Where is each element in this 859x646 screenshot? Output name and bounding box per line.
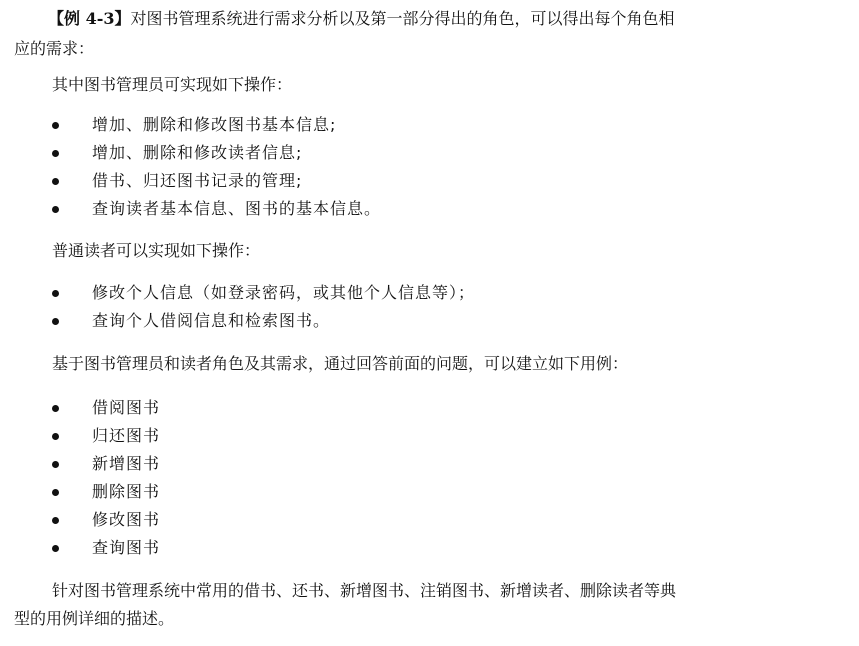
bullet-icon bbox=[52, 489, 59, 496]
list-item bbox=[0, 310, 859, 332]
list-item-text: 修改图书 bbox=[92, 510, 161, 529]
bullet-icon bbox=[52, 206, 59, 213]
list-item bbox=[0, 170, 859, 192]
list-item bbox=[0, 198, 859, 220]
list-item bbox=[0, 114, 859, 136]
list-item-text: 修改个人信息（如登录密码，或其他个人信息等）； bbox=[92, 283, 476, 302]
bullet-icon bbox=[52, 318, 59, 325]
list-item bbox=[0, 282, 859, 304]
bullet-icon bbox=[52, 545, 59, 552]
list-item-text: 查询图书 bbox=[92, 538, 161, 557]
list-item bbox=[0, 481, 859, 503]
librarian-heading: 其中图书管理员可实现如下操作： bbox=[52, 75, 293, 94]
bullet-icon bbox=[52, 461, 59, 468]
list-item-text: 借书、归还图书记录的管理; bbox=[92, 171, 303, 190]
list-item bbox=[0, 425, 859, 447]
bullet-icon bbox=[52, 290, 59, 297]
intro-text: 对图书管理系统进行需求分析以及第一部分得出的角色，可以得出每个角色相 bbox=[130, 9, 675, 28]
closing-line-2: 型的用例详细的描述。 bbox=[14, 609, 175, 628]
list-item bbox=[0, 453, 859, 475]
intro-line-2: 应的需求： bbox=[14, 39, 95, 58]
list-item-text: 增加、删除和修改读者信息; bbox=[92, 143, 303, 162]
usecases-heading: 基于图书管理员和读者角色及其需求，通过回答前面的问题，可以建立如下用例： bbox=[52, 354, 629, 373]
list-item bbox=[0, 537, 859, 559]
bullet-icon bbox=[52, 517, 59, 524]
list-item bbox=[0, 509, 859, 531]
list-item-text: 新增图书 bbox=[92, 454, 161, 473]
bullet-icon bbox=[52, 405, 59, 412]
list-item-text: 查询个人借阅信息和检索图书。 bbox=[92, 311, 331, 330]
list-item bbox=[0, 142, 859, 164]
list-item-text: 删除图书 bbox=[92, 482, 161, 501]
list-item bbox=[0, 397, 859, 419]
intro-line-1 bbox=[48, 8, 675, 30]
bullet-icon bbox=[52, 122, 59, 129]
closing-line-1: 针对图书管理系统中常用的借书、还书、新增图书、注销图书、新增读者、删除读者等典 bbox=[52, 581, 677, 600]
list-item-text: 归还图书 bbox=[92, 426, 161, 445]
example-label: 【例 4-3】 bbox=[48, 9, 131, 28]
bullet-icon bbox=[52, 178, 59, 185]
bullet-icon bbox=[52, 150, 59, 157]
bullet-icon bbox=[52, 433, 59, 440]
list-item-text: 增加、删除和修改图书基本信息; bbox=[92, 115, 337, 134]
list-item-text: 查询读者基本信息、图书的基本信息。 bbox=[92, 199, 382, 218]
reader-heading: 普通读者可以实现如下操作： bbox=[52, 241, 261, 260]
list-item-text: 借阅图书 bbox=[92, 398, 161, 417]
